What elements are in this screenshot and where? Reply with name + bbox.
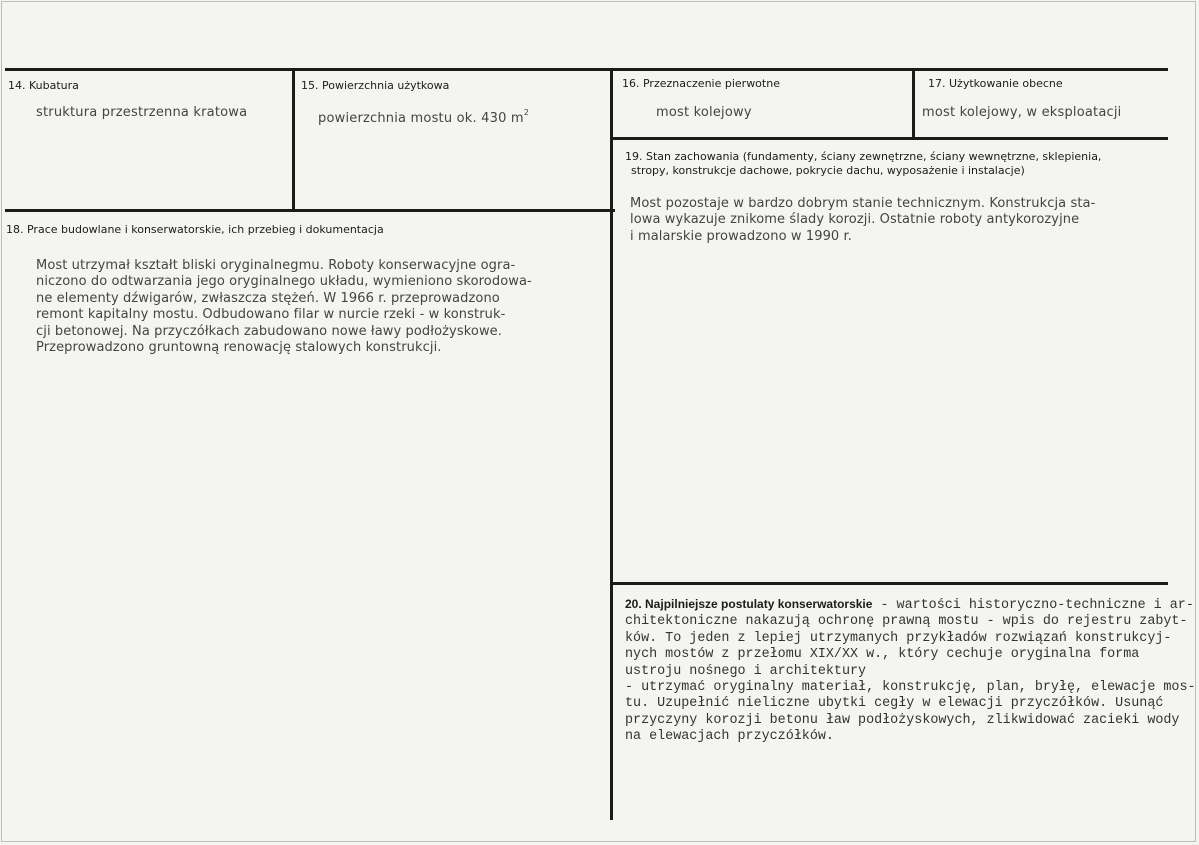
- box20-line: ków. To jeden z lepiej utrzymanych przykładów rozwiązań konstrukcyj-: [625, 630, 1172, 646]
- box15-value: powierzchnia mostu ok. 430 $m^2$: [318, 108, 530, 126]
- box19-text: [630, 196, 1095, 245]
- box20-line: - utrzymać oryginalny materiał, konstrukcję, plan, bryłę, elewacje mos-: [625, 680, 1196, 696]
- box20-line: tu. Uzupełnić nieliczne ubytki cegły w elewacji przyczółków. Usunąć: [625, 696, 1164, 712]
- divider-center: [610, 68, 613, 820]
- box17-label: 17. Użytkowanie obecne: [928, 77, 1063, 90]
- box16-label: 16. Przeznaczenie pierwotne: [622, 77, 780, 90]
- top-rule: [5, 68, 1168, 71]
- box15-label: 15. Powierzchnia użytkowa: [301, 79, 450, 92]
- box14-value: struktura przestrzenna kratowa: [36, 105, 248, 120]
- box20-line: ustroju nośnego i architektury: [625, 663, 867, 679]
- box19-line: Most pozostaje w bardzo dobrym stanie technicznym. Konstrukcja sta-: [630, 196, 1096, 211]
- box18-line: ne elementy dźwigarów, zwłaszcza stężeń. W 1966 r. przeprowadzono: [36, 290, 500, 306]
- box20-line: przyczyny korozji betonu ław podłożyskowych, zlikwidować zacieki wody: [625, 712, 1180, 728]
- box18-line: cji betonowej. Na przyczółkach zabudowano nowe ławy podłożyskowe.: [36, 323, 503, 339]
- box20-text: [625, 596, 1196, 746]
- divider-14-15: [292, 68, 295, 212]
- box18-text: [36, 258, 532, 356]
- rule-above-18: [5, 209, 615, 212]
- box19-label-line1: 19. Stan zachowania (fundamenty, ściany zewnętrzne, ściany wewnętrzne, sklepienia,: [625, 150, 1102, 163]
- box18-line: remont kapitalny mostu. Odbudowano filar w nurcie rzeki - w konstruk-: [36, 307, 506, 323]
- box20-first-line: [625, 596, 1196, 614]
- divider-16-17: [912, 68, 915, 140]
- box20-line: nych mostów z przełomu XIX/XX w., który cechuje oryginalna forma: [625, 647, 1140, 663]
- box17-value: most kolejowy, w eksploatacji: [922, 105, 1122, 120]
- rule-below-16-17: [612, 137, 1168, 140]
- box20-line: chitektoniczne nakazują ochronę prawną mostu - wpis do rejestru zabyt-: [625, 614, 1188, 630]
- box18-label: 18. Prace budowlane i konserwatorskie, ich przebieg i dokumentacja: [6, 223, 384, 236]
- box18-line: Most utrzymał kształt bliski oryginalnegmu. Roboty konserwacyjne ogra-: [36, 258, 516, 273]
- box20-first-line-rest: - wartości historyczno-techniczne i ar-: [872, 598, 1194, 613]
- rule-above-20: [612, 582, 1168, 585]
- box19-line: lowa wykazuje znikome ślady korozji. Ostatnie roboty antykorozyjne: [630, 212, 1080, 228]
- box16-value: most kolejowy: [656, 105, 752, 120]
- box14-label: 14. Kubatura: [8, 79, 79, 92]
- box18-line: Przeprowadzono gruntowną renowację stalowych konstrukcji.: [36, 340, 442, 356]
- box20-line: na elewacjach przyczółków.: [625, 729, 834, 745]
- box19-label-line2: stropy, konstrukcje dachowe, pokrycie dachu, wyposażenie i instalacje): [631, 164, 1025, 177]
- box20-label: 20. Najpilniejsze postulaty konserwatorskie: [625, 597, 873, 611]
- box18-line: niczono do odtwarzania jego oryginalnego układu, wymieniono skorodowa-: [36, 274, 532, 290]
- box19-line: i malarskie prowadzono w 1990 r.: [630, 228, 853, 244]
- box15-value-sup: 2: [523, 108, 530, 117]
